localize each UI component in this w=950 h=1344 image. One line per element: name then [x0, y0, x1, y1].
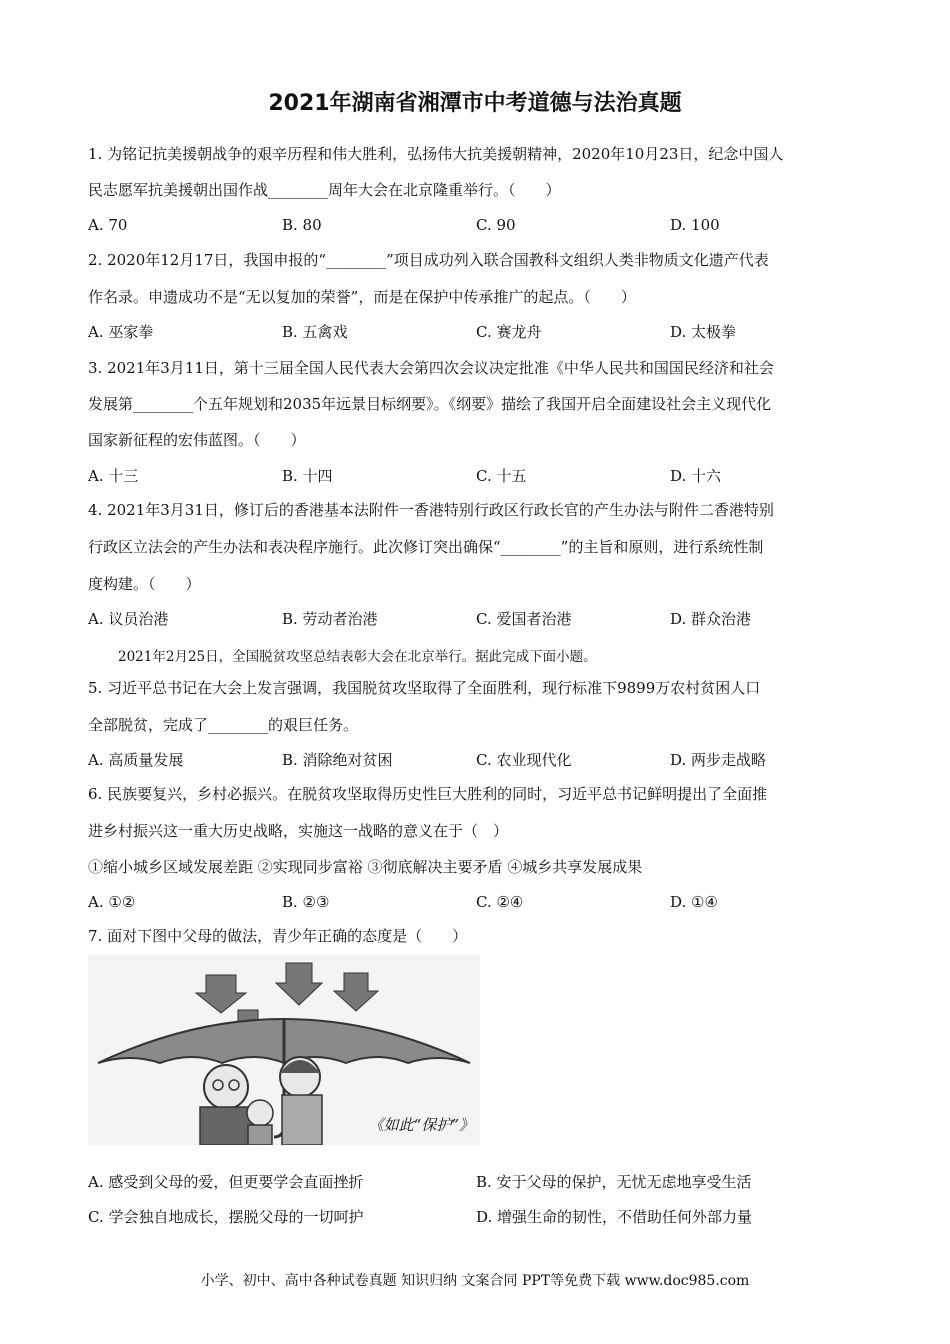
question-3-line-3: 国家新征程的宏伟蓝图。（ ） — [88, 431, 306, 449]
question-3-option-d: D. 十六 — [670, 467, 722, 485]
question-1-option-a: A. 70 — [88, 216, 128, 234]
question-3-line-2: 发展第________个五年规划和2035年远景目标纲要》。《纲要》描绘了我国开启全面建设社会主义现代化 — [88, 395, 772, 413]
question-4-line-1: 4. 2021年3月31日，修订后的香港基本法附件一香港特别行政区行政长官的产生办法与附件二香港特别 — [88, 501, 774, 519]
question-5-option-d: D. 两步走战略 — [670, 751, 767, 769]
question-4-option-c: C. 爱国者治港 — [476, 610, 572, 628]
question-3-line-1: 3. 2021年3月11日，第十三届全国人民代表大会第四次会议决定批准《中华人民共和国国民经济和社会 — [88, 359, 774, 377]
question-1-option-d: D. 100 — [670, 216, 720, 234]
question-5-line-2: 全部脱贫，完成了________的艰巨任务。 — [88, 716, 359, 734]
question-3-option-a: A. 十三 — [88, 467, 139, 485]
question-3-option-b: B. 十四 — [282, 467, 333, 485]
question-2-line-2: 作名录。申遗成功不是“无以复加的荣誉”，而是在保护中传承推广的起点。（ ） — [88, 288, 636, 306]
question-4-line-3: 度构建。（ ） — [88, 575, 201, 593]
question-2-option-a: A. 巫家拳 — [88, 323, 154, 341]
question-7-option-c: C. 学会独自地成长，摆脱父母的一切呵护 — [88, 1208, 364, 1226]
question-4-option-b: B. 劳动者治港 — [282, 610, 378, 628]
question-4-line-2: 行政区立法会的产生办法和表决程序施行。此次修订突出确保“________”的主旨和原则，进行系统性制 — [88, 538, 764, 556]
question-6-option-c: C. ②④ — [476, 893, 524, 911]
cartoon-caption: 《如此“保护”》 — [368, 1116, 474, 1134]
question-2-option-b: B. 五禽戏 — [282, 323, 348, 341]
question-2-option-d: D. 太极拳 — [670, 323, 737, 341]
question-6-line-1: 6. 民族要复兴，乡村必振兴。在脱贫攻坚取得历史性巨大胜利的同时，习近平总书记鲜明提出了全面推 — [88, 785, 768, 803]
question-2-line-1: 2. 2020年12月17日，我国申报的“________”项目成功列入联合国教科文组织人类非物质文化遗产代表 — [88, 251, 769, 269]
question-1-line-1: 1. 为铭记抗美援朝战争的艰辛历程和伟大胜利，弘扬伟大抗美援朝精神，2020年10月23日，纪念中国人 — [88, 145, 784, 163]
question-5-option-a: A. 高质量发展 — [88, 751, 184, 769]
question-1-line-2: 民志愿军抗美援朝出国作战________周年大会在北京隆重举行。（ ） — [88, 181, 561, 199]
question-5-line-1: 5. 习近平总书记在大会上发言强调，我国脱贫攻坚取得了全面胜利，现行标准下9899万农村贫困人口 — [88, 679, 761, 697]
question-6-option-a: A. ①② — [88, 893, 136, 911]
question-5-option-c: C. 农业现代化 — [476, 751, 572, 769]
material-intro: 2021年2月25日，全国脱贫攻坚总结表彰大会在北京举行。据此完成下面小题。 — [118, 649, 597, 665]
question-4-option-d: D. 群众治港 — [670, 610, 752, 628]
question-7-line-1: 7. 面对下图中父母的做法，青少年正确的态度是（ ） — [88, 927, 468, 945]
question-6-statements: ①缩小城乡区域发展差距 ②实现同步富裕 ③彻底解决主要矛盾 ④城乡共享发展成果 — [88, 858, 643, 876]
question-6-option-d: D. ①④ — [670, 893, 718, 911]
question-7-option-d: D. 增强生命的韧性，不借助任何外部力量 — [476, 1208, 753, 1226]
question-2-option-c: C. 赛龙舟 — [476, 323, 542, 341]
question-4-option-a: A. 议员治港 — [88, 610, 169, 628]
question-3-option-c: C. 十五 — [476, 467, 527, 485]
page-title: 2021年湖南省湘潭市中考道德与法治真题 — [268, 91, 682, 116]
question-5-option-b: B. 消除绝对贫困 — [282, 751, 393, 769]
question-1-option-b: B. 80 — [282, 216, 322, 234]
question-7-option-a: A. 感受到父母的爱，但更要学会直面挫折 — [88, 1173, 364, 1191]
question-7-option-b: B. 安于父母的保护，无忧无虑地享受生活 — [476, 1173, 752, 1191]
question-6-line-2: 进乡村振兴这一重大历史战略，实施这一战略的意义在于（ ） — [88, 822, 509, 840]
question-6-option-b: B. ②③ — [282, 893, 330, 911]
question-1-option-c: C. 90 — [476, 216, 516, 234]
page-footer: 小学、初中、高中各种试卷真题 知识归纳 文案合同 PPT等免费下载 www.doc985.com — [200, 1273, 750, 1289]
cartoon-illustration — [88, 955, 480, 1145]
